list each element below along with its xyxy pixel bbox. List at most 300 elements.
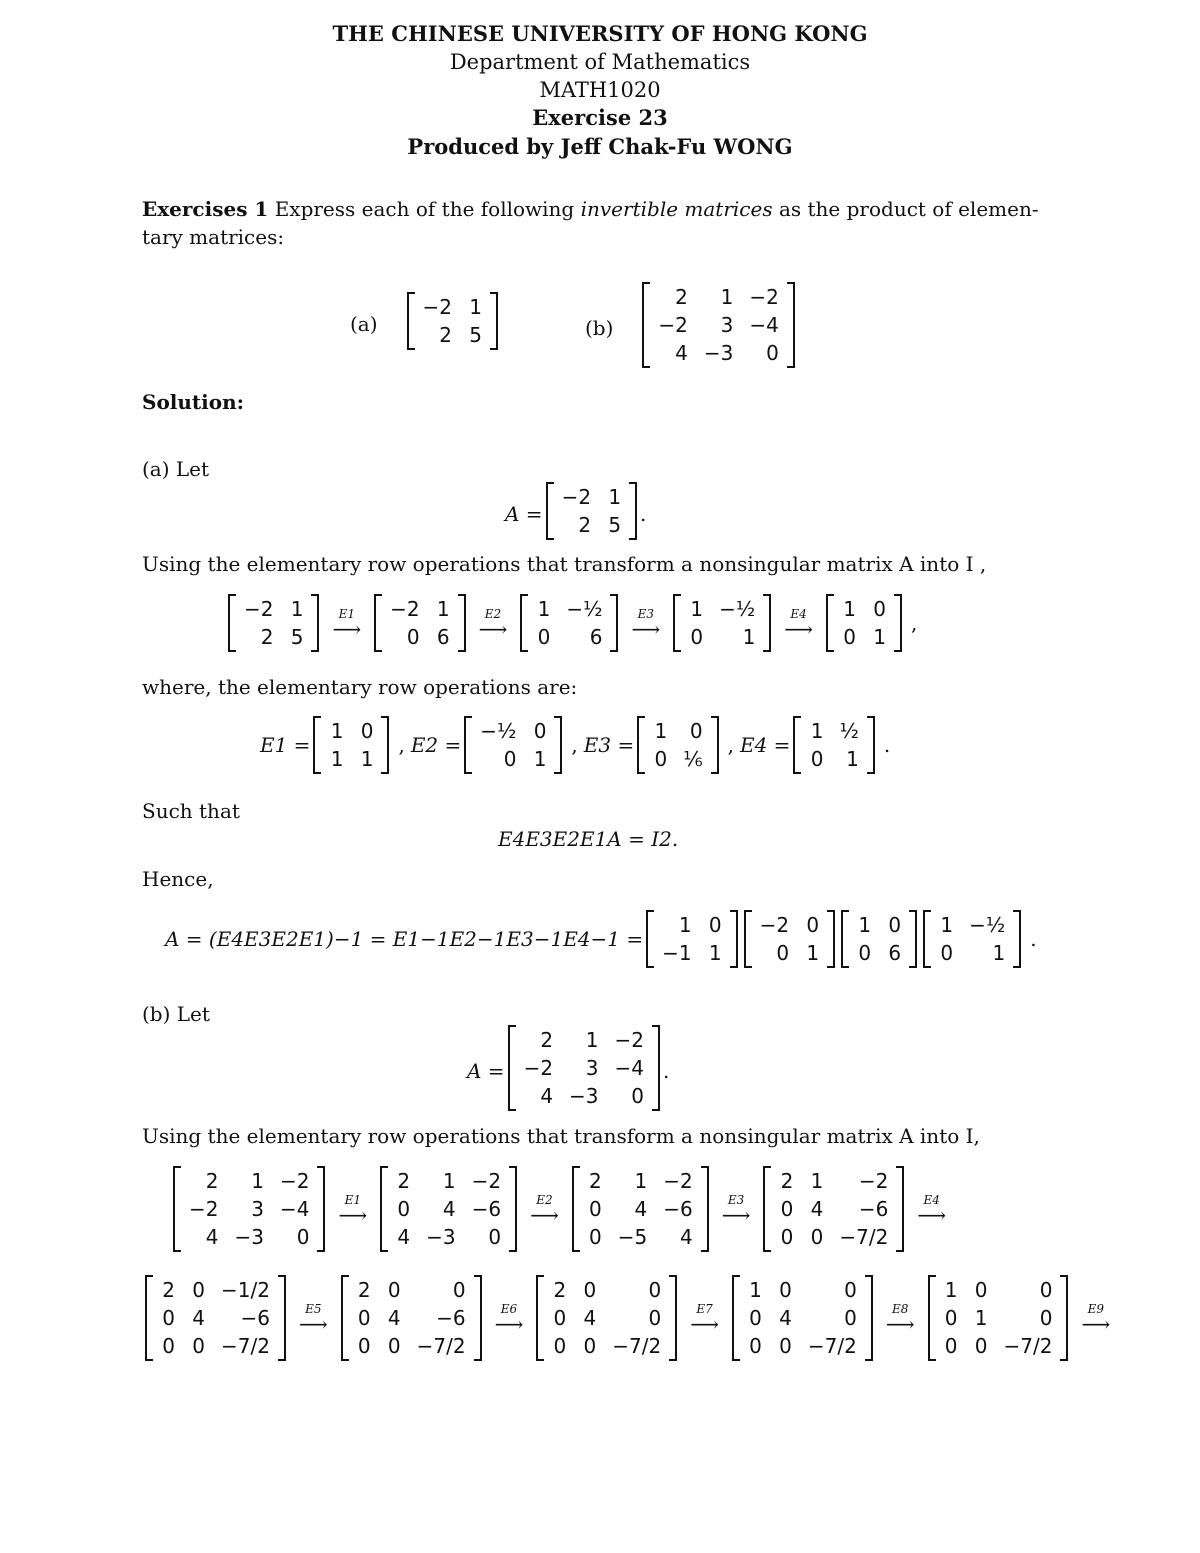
matrix-cell: −1/2 bbox=[221, 1278, 270, 1302]
using-a-text: Using the elementary row operations that transform a nonsingular matrix A into I , bbox=[142, 552, 987, 576]
matrix-cell: 1 bbox=[330, 747, 344, 771]
chain-b-matrix bbox=[572, 1166, 709, 1252]
left-bracket bbox=[313, 716, 321, 774]
department-title: Department of Mathematics bbox=[449, 50, 751, 74]
matrix-cell: −2 bbox=[663, 1169, 693, 1193]
matrix-cell: 1 bbox=[469, 295, 483, 319]
matrix-cell: 0 bbox=[974, 1278, 988, 1302]
problem-text-before: Express each of the following bbox=[274, 197, 575, 221]
chain-b-matrix bbox=[732, 1275, 873, 1361]
matrix-cell: 2 bbox=[439, 323, 453, 347]
hence-eq-text: A = (E4E3E2E1)−1 = E1−1E2−1E3−1E4−1 = bbox=[165, 927, 644, 951]
matrix-cell: 1 bbox=[873, 625, 886, 649]
matrix-cell: −3 bbox=[569, 1084, 599, 1108]
left-bracket bbox=[341, 1275, 349, 1361]
arrow-icon: ⟶ bbox=[494, 1312, 524, 1336]
matrix-cell: 0 bbox=[858, 941, 872, 965]
punctuation: . bbox=[1030, 927, 1037, 951]
matrix-cell: 3 bbox=[720, 313, 734, 337]
matrix-cell: 6 bbox=[436, 625, 450, 649]
matrix-cell: 0 bbox=[162, 1306, 175, 1330]
matrix-cell: 0 bbox=[766, 341, 779, 365]
row-op-label: E2 bbox=[536, 1193, 553, 1207]
matrix-cell: −2 bbox=[279, 1169, 310, 1193]
right-bracket bbox=[554, 716, 562, 774]
row-op-arrow bbox=[478, 607, 508, 641]
matrix-cell: −2 bbox=[390, 597, 420, 621]
solution-heading: Solution: bbox=[142, 390, 245, 414]
matrix-cell: 4 bbox=[675, 341, 688, 365]
arrow-icon: ⟶ bbox=[631, 617, 661, 641]
right-bracket bbox=[490, 292, 498, 350]
matrix-cell: 0 bbox=[533, 719, 547, 743]
matrix-cell: 0 bbox=[583, 1334, 597, 1358]
matrix-cell: 0 bbox=[589, 1197, 602, 1221]
punctuation: , bbox=[910, 611, 918, 635]
matrix-cell: −6 bbox=[240, 1306, 270, 1330]
matrix-cell: −2 bbox=[422, 295, 453, 319]
using-b-text: Using the elementary row operations that transform a nonsingular matrix A into I, bbox=[142, 1124, 980, 1148]
matrix-cell: 0 bbox=[944, 1334, 958, 1358]
arrow-icon: ⟶ bbox=[721, 1203, 751, 1227]
matrix-cell: 2 bbox=[162, 1278, 175, 1302]
matrix-cell: 2 bbox=[780, 1169, 794, 1193]
left-bracket bbox=[374, 594, 382, 652]
left-bracket bbox=[732, 1275, 740, 1361]
right-bracket bbox=[610, 594, 618, 652]
row-op-arrow bbox=[1081, 1302, 1111, 1336]
elementary-label: E1 = bbox=[260, 733, 311, 757]
matrix-cell: 0 bbox=[631, 1084, 645, 1108]
right-bracket bbox=[787, 282, 795, 368]
matrix-cell: 0 bbox=[749, 1334, 762, 1358]
matrix-cell: −4 bbox=[279, 1197, 310, 1221]
row-op-label: E4 bbox=[790, 607, 807, 621]
matrix-b bbox=[639, 282, 797, 373]
such-equation: E4E3E2E1A = I2. bbox=[498, 827, 679, 851]
matrix-cell: 4 bbox=[205, 1225, 219, 1249]
matrix-cell: 2 bbox=[675, 285, 688, 309]
left-bracket bbox=[642, 282, 650, 368]
row-op-arrow bbox=[784, 607, 813, 641]
matrix-cell: −3 bbox=[426, 1225, 456, 1249]
matrix bbox=[546, 482, 637, 540]
matrix-cell: 2 bbox=[578, 513, 592, 537]
left-bracket bbox=[508, 1025, 516, 1111]
chain-b-matrix bbox=[173, 1166, 325, 1252]
right-bracket bbox=[827, 910, 835, 968]
matrix-cell: 1 bbox=[806, 941, 820, 965]
arrow-icon: ⟶ bbox=[917, 1203, 947, 1227]
matrix-cell: 1 bbox=[846, 747, 859, 771]
matrix-cell: 0 bbox=[844, 1306, 857, 1330]
row-op-arrow bbox=[530, 1193, 559, 1227]
elementary-matrix bbox=[313, 716, 389, 774]
row-op-label: E2 bbox=[484, 607, 502, 621]
matrix-cell: 1 bbox=[608, 485, 622, 509]
matrix-cell: 1 bbox=[810, 1169, 824, 1193]
left-bracket bbox=[637, 716, 645, 774]
row-op-label: E9 bbox=[1087, 1302, 1104, 1316]
part-b-let: (b) Let bbox=[142, 1002, 210, 1026]
elementary-label: E4 = bbox=[739, 733, 791, 757]
row-op-label: E5 bbox=[305, 1302, 322, 1316]
elementary-label: E3 = bbox=[583, 733, 635, 757]
right-bracket bbox=[1060, 1275, 1068, 1361]
matrix-cell: 4 bbox=[387, 1306, 401, 1330]
punctuation: . bbox=[883, 733, 891, 757]
matrix-cell: 0 bbox=[503, 747, 517, 771]
matrix-cell: −2 bbox=[561, 485, 592, 509]
matrix-cell: 0 bbox=[296, 1225, 310, 1249]
row-op-arrow bbox=[690, 1302, 719, 1336]
matrix-cell: 0 bbox=[1039, 1278, 1053, 1302]
matrix-cell: 1 bbox=[537, 597, 551, 621]
b-eq-label: A = bbox=[467, 1058, 505, 1083]
matrix-cell: 1 bbox=[585, 1028, 599, 1052]
chain-a-matrix bbox=[673, 594, 771, 652]
matrix-cell: 1 bbox=[290, 597, 304, 621]
matrix-cell: −6 bbox=[471, 1197, 502, 1221]
matrix-cell: −2 bbox=[858, 1169, 889, 1193]
course-code: MATH1020 bbox=[539, 78, 661, 102]
left-bracket bbox=[145, 1275, 153, 1361]
row-op-arrow bbox=[332, 607, 362, 641]
chain-b-matrix bbox=[380, 1166, 517, 1252]
left-bracket bbox=[841, 910, 849, 968]
matrix-cell: 0 bbox=[357, 1306, 371, 1330]
left-bracket bbox=[173, 1166, 181, 1252]
matrix-cell: 0 bbox=[690, 625, 704, 649]
matrix-cell: 0 bbox=[162, 1334, 175, 1358]
inverse-factor bbox=[646, 910, 737, 968]
row-op-arrow bbox=[298, 1302, 328, 1336]
matrix-cell: 5 bbox=[469, 323, 483, 347]
matrix bbox=[642, 282, 794, 368]
right-bracket bbox=[652, 1025, 660, 1111]
right-bracket bbox=[865, 1275, 873, 1361]
chain-a-matrix bbox=[826, 594, 902, 652]
punctuation: , bbox=[571, 733, 578, 757]
matrix-cell: ⅙ bbox=[683, 747, 703, 771]
right-bracket bbox=[1013, 910, 1021, 968]
arrow-icon: ⟶ bbox=[784, 617, 813, 641]
matrix-cell: −3 bbox=[703, 341, 734, 365]
row-op-arrow bbox=[494, 1302, 524, 1336]
matrix-cell: 5 bbox=[608, 513, 622, 537]
matrix-cell: 0 bbox=[583, 1278, 597, 1302]
matrix-cell: 2 bbox=[357, 1278, 371, 1302]
punctuation: , bbox=[398, 733, 405, 757]
matrix-cell: 0 bbox=[648, 1278, 662, 1302]
matrix-cell: 1 bbox=[251, 1169, 264, 1193]
matrix-cell: 4 bbox=[634, 1197, 648, 1221]
inverse-factor bbox=[744, 910, 835, 968]
left-bracket bbox=[520, 594, 528, 652]
matrix-cell: 4 bbox=[442, 1197, 456, 1221]
row-op-label: E1 bbox=[338, 607, 356, 621]
left-bracket bbox=[793, 716, 801, 774]
arrow-icon: ⟶ bbox=[885, 1312, 915, 1336]
right-bracket bbox=[629, 482, 637, 540]
matrix-cell: 4 bbox=[680, 1225, 693, 1249]
left-bracket bbox=[744, 910, 752, 968]
matrix-cell: −5 bbox=[617, 1225, 648, 1249]
matrix-cell: 3 bbox=[251, 1197, 264, 1221]
matrix-cell: 0 bbox=[780, 1225, 794, 1249]
right-bracket bbox=[458, 594, 466, 652]
arrow-icon: ⟶ bbox=[530, 1203, 559, 1227]
left-bracket bbox=[572, 1166, 580, 1252]
elementary-a bbox=[260, 716, 896, 774]
elementary-matrix bbox=[793, 716, 874, 774]
matrix-cell: −½ bbox=[480, 719, 517, 743]
chain-b-row1 bbox=[170, 1166, 956, 1252]
matrix-cell: −7/2 bbox=[1003, 1334, 1053, 1358]
matrix-cell: 2 bbox=[553, 1278, 567, 1302]
arrow-icon: ⟶ bbox=[1081, 1312, 1111, 1336]
matrix-cell: 2 bbox=[397, 1169, 411, 1193]
matrix-cell: ½ bbox=[839, 719, 859, 743]
row-op-label: E6 bbox=[500, 1302, 518, 1316]
matrix-cell: 0 bbox=[654, 747, 668, 771]
left-bracket bbox=[826, 594, 834, 652]
right-bracket bbox=[909, 910, 917, 968]
problem-text-after: as the product of elemen- bbox=[778, 197, 1039, 221]
matrix-cell: −2 bbox=[523, 1056, 554, 1080]
row-op-arrow bbox=[917, 1193, 947, 1227]
chain-a-matrix bbox=[228, 594, 319, 652]
matrix-cell: 0 bbox=[397, 1197, 411, 1221]
arrow-icon: ⟶ bbox=[332, 617, 362, 641]
matrix-cell: 1 bbox=[843, 597, 856, 621]
matrix-cell: 0 bbox=[749, 1306, 762, 1330]
matrix-cell: −6 bbox=[858, 1197, 889, 1221]
row-op-label: E3 bbox=[637, 607, 654, 621]
matrix-cell: 1 bbox=[360, 747, 374, 771]
matrix-cell: 0 bbox=[357, 1334, 371, 1358]
matrix-cell: 1 bbox=[992, 941, 1006, 965]
chain-b-matrix bbox=[145, 1275, 286, 1361]
matrix-cell: −6 bbox=[436, 1306, 466, 1330]
matrix-cell: 1 bbox=[749, 1278, 762, 1302]
matrix-cell: −7/2 bbox=[807, 1334, 857, 1358]
problem-b bbox=[585, 282, 798, 373]
matrix-cell: −7/2 bbox=[612, 1334, 662, 1358]
matrix-cell: 4 bbox=[810, 1197, 824, 1221]
matrix-cell: 4 bbox=[583, 1306, 597, 1330]
matrix-cell: −2 bbox=[189, 1197, 219, 1221]
matrix bbox=[407, 292, 498, 350]
matrix-cell: 0 bbox=[537, 625, 551, 649]
matrix-cell: −4 bbox=[749, 313, 779, 337]
matrix-cell: 0 bbox=[806, 913, 820, 937]
matrix-cell: 0 bbox=[873, 597, 886, 621]
right-bracket bbox=[896, 1166, 904, 1252]
arrow-icon: ⟶ bbox=[298, 1312, 328, 1336]
matrix-cell: 0 bbox=[488, 1225, 502, 1249]
problem-a-label: (a) bbox=[350, 311, 378, 336]
matrix-cell: 4 bbox=[397, 1225, 411, 1249]
chain-b-matrix bbox=[928, 1275, 1069, 1361]
matrix-cell: 2 bbox=[260, 625, 274, 649]
matrix-cell: 0 bbox=[192, 1334, 205, 1358]
matrix-cell: 5 bbox=[290, 625, 304, 649]
arrow-icon: ⟶ bbox=[690, 1312, 719, 1336]
inverse-factor bbox=[923, 910, 1021, 968]
matrix-cell: −7/2 bbox=[221, 1334, 270, 1358]
matrix-cell: −2 bbox=[658, 313, 688, 337]
inverse-factor bbox=[841, 910, 917, 968]
right-bracket bbox=[894, 594, 902, 652]
author-line: Produced by Jeff Chak-Fu WONG bbox=[407, 134, 793, 159]
matrix-cell: −2 bbox=[614, 1028, 645, 1052]
row-op-label: E1 bbox=[344, 1193, 361, 1207]
matrix-cell: 0 bbox=[387, 1334, 401, 1358]
right-bracket bbox=[474, 1275, 482, 1361]
matrix-cell: 0 bbox=[387, 1278, 401, 1302]
matrix-cell: 1 bbox=[810, 719, 824, 743]
elementary-matrix bbox=[464, 716, 562, 774]
right-bracket bbox=[867, 716, 875, 774]
matrix-cell: 0 bbox=[360, 719, 374, 743]
matrix-cell: −2 bbox=[244, 597, 274, 621]
punctuation: , bbox=[727, 733, 734, 757]
right-bracket bbox=[317, 1166, 325, 1252]
matrix-cell: 0 bbox=[780, 1197, 794, 1221]
matrix-cell: −2 bbox=[471, 1169, 502, 1193]
left-bracket bbox=[923, 910, 931, 968]
matrix-cell: 0 bbox=[779, 1334, 792, 1358]
matrix-cell: 0 bbox=[776, 941, 790, 965]
matrix-cell: 0 bbox=[452, 1278, 466, 1302]
row-op-label: E8 bbox=[891, 1302, 909, 1316]
elementary-label: E2 = bbox=[410, 733, 462, 757]
matrix-cell: 1 bbox=[442, 1169, 456, 1193]
matrix-cell: −½ bbox=[969, 913, 1006, 937]
matrix-cell: 0 bbox=[553, 1306, 567, 1330]
matrix-cell: 1 bbox=[742, 625, 756, 649]
matrix-cell: 1 bbox=[974, 1306, 988, 1330]
matrix-cell: 0 bbox=[589, 1225, 602, 1249]
matrix-cell: −2 bbox=[759, 913, 790, 937]
matrix-cell: 0 bbox=[843, 625, 856, 649]
right-bracket bbox=[278, 1275, 286, 1361]
matrix-cell: 0 bbox=[689, 719, 703, 743]
matrix-cell: −4 bbox=[614, 1056, 645, 1080]
matrix-cell: 1 bbox=[533, 747, 547, 771]
matrix-cell: 1 bbox=[690, 597, 704, 621]
such-that-text: Such that bbox=[142, 799, 240, 823]
right-bracket bbox=[730, 910, 738, 968]
exercise-title: Exercise 23 bbox=[532, 105, 668, 130]
chain-b-row2 bbox=[142, 1275, 1120, 1361]
left-bracket bbox=[928, 1275, 936, 1361]
right-bracket bbox=[711, 716, 719, 774]
left-bracket bbox=[228, 594, 236, 652]
a-definition: A = −2 1 2 5 . bbox=[505, 482, 646, 545]
matrix-cell: 6 bbox=[589, 625, 603, 649]
hence-equation bbox=[165, 910, 1043, 968]
row-op-arrow bbox=[885, 1302, 915, 1336]
right-bracket bbox=[381, 716, 389, 774]
matrix-cell: 1 bbox=[634, 1169, 648, 1193]
matrix-cell: 0 bbox=[974, 1334, 988, 1358]
matrix-cell: 4 bbox=[192, 1306, 205, 1330]
row-op-arrow bbox=[631, 607, 661, 641]
matrix-cell: 4 bbox=[540, 1084, 554, 1108]
matrix-cell: 0 bbox=[888, 913, 902, 937]
a-matrix bbox=[543, 482, 640, 545]
left-bracket bbox=[763, 1166, 771, 1252]
matrix-cell: 1 bbox=[436, 597, 450, 621]
matrix-cell: 1 bbox=[944, 1278, 958, 1302]
matrix-cell: 2 bbox=[540, 1028, 554, 1052]
elementary-matrix bbox=[637, 716, 718, 774]
matrix-cell: 0 bbox=[708, 913, 722, 937]
matrix-cell: 0 bbox=[810, 747, 824, 771]
hence-text: Hence, bbox=[142, 867, 214, 891]
arrow-icon: ⟶ bbox=[478, 617, 508, 641]
row-op-label: E7 bbox=[696, 1302, 713, 1316]
chain-b-matrix bbox=[536, 1275, 677, 1361]
matrix-cell: 0 bbox=[553, 1334, 567, 1358]
matrix-cell: 3 bbox=[585, 1056, 599, 1080]
right-bracket bbox=[701, 1166, 709, 1252]
matrix-cell: 1 bbox=[720, 285, 734, 309]
chain-a-matrix bbox=[374, 594, 465, 652]
matrix-a bbox=[404, 292, 501, 355]
matrix-cell: 6 bbox=[888, 941, 902, 965]
matrix-cell: −6 bbox=[663, 1197, 693, 1221]
b-matrix bbox=[505, 1025, 663, 1116]
matrix-cell: 0 bbox=[940, 941, 954, 965]
matrix-cell: 1 bbox=[678, 913, 692, 937]
matrix-cell: −3 bbox=[234, 1225, 264, 1249]
matrix-cell: 1 bbox=[654, 719, 668, 743]
right-bracket bbox=[669, 1275, 677, 1361]
left-bracket bbox=[673, 594, 681, 652]
row-op-label: E3 bbox=[727, 1193, 745, 1207]
row-op-label: E4 bbox=[923, 1193, 940, 1207]
matrix-cell: −1 bbox=[662, 941, 692, 965]
matrix-cell: −½ bbox=[566, 597, 603, 621]
matrix-cell: −2 bbox=[749, 285, 779, 309]
b-definition: A = 2 1 −2 −2 3 −4 4 −3 0 . bbox=[467, 1025, 669, 1116]
left-bracket bbox=[464, 716, 472, 774]
matrix-cell: 0 bbox=[648, 1306, 662, 1330]
matrix-cell: 0 bbox=[810, 1225, 824, 1249]
problem-emphasis: invertible matrices bbox=[580, 197, 773, 221]
matrix-cell: 0 bbox=[844, 1278, 857, 1302]
left-bracket bbox=[646, 910, 654, 968]
chain-a-matrix bbox=[520, 594, 618, 652]
left-bracket bbox=[536, 1275, 544, 1361]
right-bracket bbox=[509, 1166, 517, 1252]
matrix-cell: −7/2 bbox=[839, 1225, 889, 1249]
matrix-cell: 4 bbox=[779, 1306, 792, 1330]
matrix-cell: 1 bbox=[330, 719, 344, 743]
matrix-cell: 1 bbox=[940, 913, 954, 937]
a-eq-label: A = bbox=[505, 501, 543, 526]
matrix bbox=[508, 1025, 660, 1111]
problem-a bbox=[350, 292, 501, 355]
problem-statement bbox=[142, 195, 1042, 223]
where-text: where, the elementary row operations are: bbox=[142, 675, 578, 699]
row-op-arrow bbox=[721, 1193, 751, 1227]
matrix-cell: −½ bbox=[719, 597, 756, 621]
matrix-cell: 0 bbox=[192, 1278, 205, 1302]
